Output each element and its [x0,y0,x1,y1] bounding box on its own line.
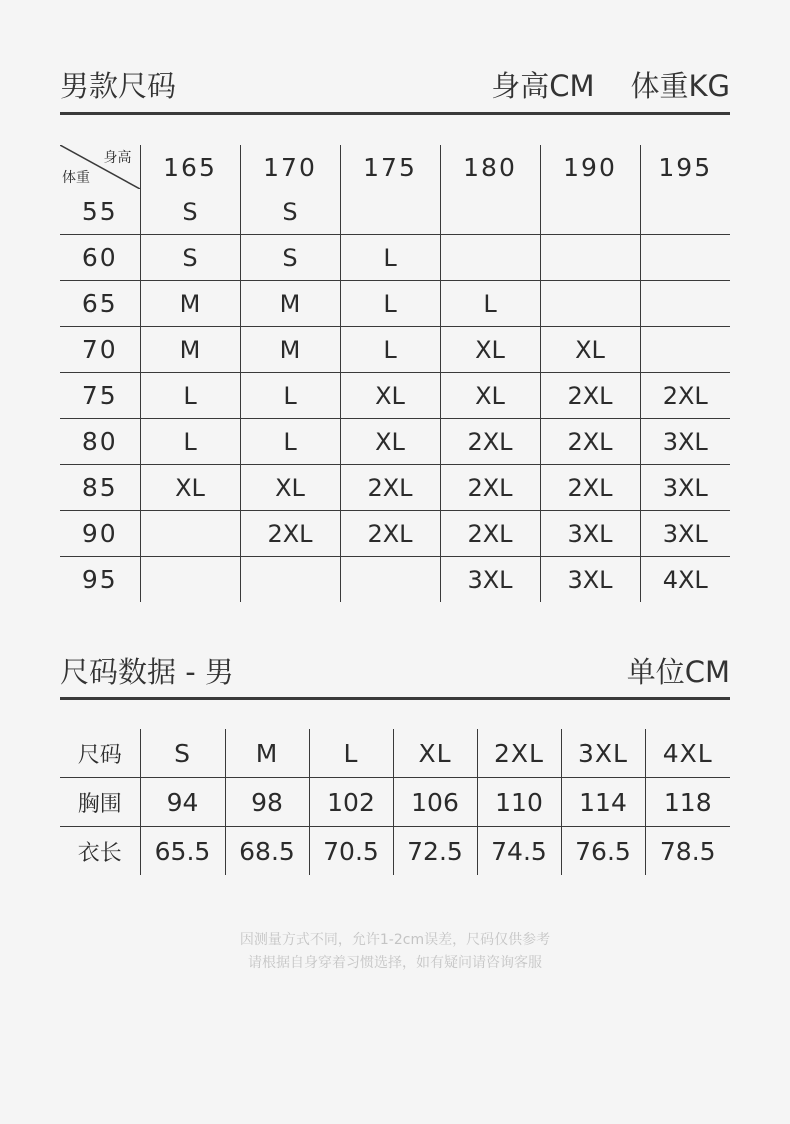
size-header-cell: XL [393,729,477,778]
height-header-cell: 195 [640,145,730,189]
size-header-cell: S [140,729,225,778]
size-cell: 2XL [440,465,540,511]
size-cell: M [240,327,340,373]
measurement-label: 衣长 [77,840,122,866]
size-cell: 3XL [540,511,640,557]
size-cell: 2XL [640,373,730,419]
size-header-cell: 2XL [477,729,561,778]
size-cell [440,189,540,235]
size-cell: XL [140,465,240,511]
size-cell: XL [340,373,440,419]
measurement-value: 68.5 [225,827,309,876]
size-cell [640,281,730,327]
disclaimer-line: 请根据自身穿着习惯选择，如有疑问请咨询客服 [248,955,542,971]
weight-cell: 60 [60,235,140,281]
size-cell: XL [440,373,540,419]
size-cell: L [140,373,240,419]
size-cell: XL [540,327,640,373]
weight-row [60,557,730,603]
size-cell: L [240,373,340,419]
size-cell: L [140,419,240,465]
size-header-cell: 3XL [561,729,645,778]
size-cell: XL [440,327,540,373]
size-cell: L [340,281,440,327]
measurement-value: 74.5 [477,827,561,876]
size-cell: XL [340,419,440,465]
size-cell [540,281,640,327]
measurement-value: 98 [225,778,309,827]
weight-row [60,373,730,419]
measurement-value: 94 [140,778,225,827]
weight-row [60,189,730,235]
size-cell: L [240,419,340,465]
measurement-value: 114 [561,778,645,827]
size-cell: M [140,327,240,373]
measurement-value: 106 [393,778,477,827]
weight-cell: 95 [81,565,118,594]
size-cell: 2XL [340,511,440,557]
weight-cell: 80 [60,419,140,465]
measurement-table [60,729,730,875]
weight-cell: 70 [60,327,140,373]
section2-unit: 单位CM [626,655,730,689]
measurement-label: 胸围 [60,778,140,827]
section2-header [60,650,730,691]
size-header-row [60,729,730,778]
weight-row [60,281,730,327]
size-cell: XL [240,465,340,511]
size-cell [240,557,340,603]
measurement-value: 76.5 [561,827,645,876]
height-header-cell: 175 [340,145,440,189]
measurement-value: 70.5 [309,827,393,876]
size-cell [640,235,730,281]
size-cell: 2XL [540,373,640,419]
section2-rule [60,697,730,700]
measurement-value: 110 [477,778,561,827]
section1-title: 男款尺码 [60,69,177,103]
measurement-row [60,827,730,876]
size-cell [140,557,240,603]
size-cell: M [140,281,240,327]
size-cell: 3XL [640,511,730,557]
weight-cell: 65 [60,281,140,327]
size-cell: S [140,189,240,235]
corner-height-label: 身高 [103,150,132,166]
size-cell: 2XL [540,465,640,511]
weight-row [60,465,730,511]
size-cell [340,557,440,603]
size-cell [640,189,730,235]
section1-units [491,64,730,105]
size-cell [340,189,440,235]
size-cell [440,235,540,281]
height-header-cell: 190 [540,145,640,189]
corner-weight-label: 体重 [62,170,90,186]
weight-row [60,511,730,557]
measurement-value: 78.5 [645,827,730,876]
size-cell: 2XL [440,511,540,557]
size-cell [540,235,640,281]
size-cell: L [340,235,440,281]
measurement-value: 72.5 [393,827,477,876]
size-cell: 3XL [640,419,730,465]
size-header-label: 尺码 [60,729,140,778]
size-cell: 2XL [240,511,340,557]
size-cell [640,327,730,373]
weight-cell: 55 [60,189,140,235]
size-header-cell: 4XL [645,729,730,778]
size-cell: S [240,189,340,235]
size-cell: S [140,235,240,281]
size-cell: M [240,281,340,327]
weight-unit-label: 体重KG [630,69,730,103]
height-header-row [60,145,730,189]
size-cell: L [440,281,540,327]
weight-cell: 85 [60,465,140,511]
size-cell: S [240,235,340,281]
measurement-row [60,778,730,827]
size-recommendation-table [60,145,730,602]
measurement-value: 65.5 [140,827,225,876]
corner-cell [60,145,140,189]
size-cell: 3XL [440,557,540,603]
section1-header [60,64,730,105]
size-header-cell: L [309,729,393,778]
weight-row [60,419,730,465]
size-cell [140,511,240,557]
height-unit-label: 身高CM [491,69,595,103]
size-cell: 2XL [440,419,540,465]
size-header-cell: M [225,729,309,778]
measurement-value: 118 [645,778,730,827]
height-header-cell: 165 [140,145,240,189]
size-cell: L [340,327,440,373]
section1-rule [60,112,730,115]
size-cell [540,189,640,235]
disclaimer-note [0,929,790,975]
size-cell: 4XL [640,557,730,603]
height-header-cell: 180 [440,145,540,189]
weight-row [60,235,730,281]
size-cell: 3XL [540,557,640,603]
measurement-value: 102 [309,778,393,827]
section2-title: 尺码数据 - 男 [60,655,234,689]
weight-cell: 90 [60,511,140,557]
size-cell: 3XL [640,465,730,511]
weight-row [60,327,730,373]
height-header-cell: 170 [240,145,340,189]
size-cell: 2XL [540,419,640,465]
disclaimer-line: 因测量方式不同，允许1-2cm误差，尺码仅供参考 [239,932,551,948]
size-cell: 2XL [340,465,440,511]
weight-cell: 75 [60,373,140,419]
